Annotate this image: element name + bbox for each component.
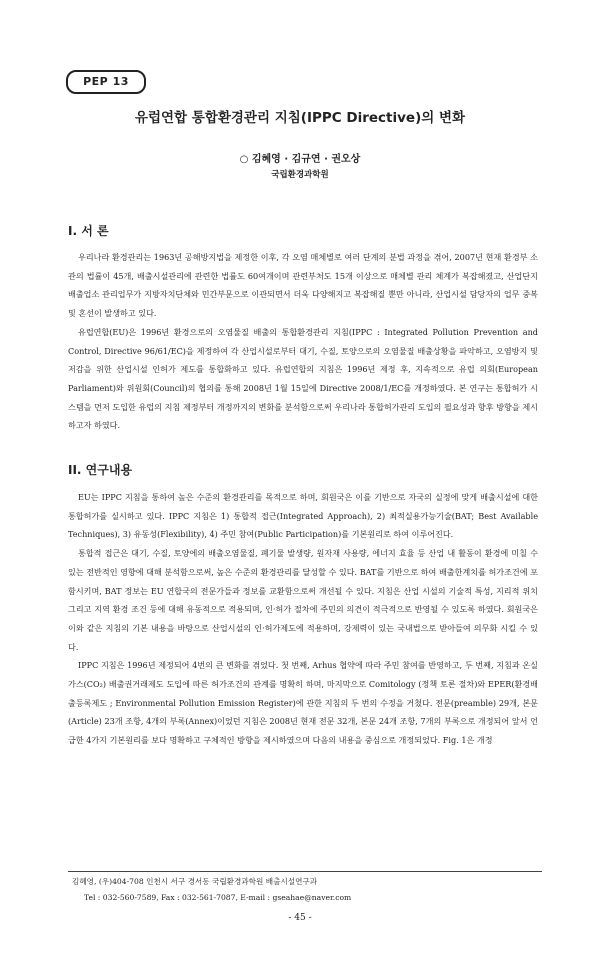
section-heading-research: II. 연구내용 bbox=[68, 463, 133, 477]
paper-title: 유럽연합 통합환경관리 지침(IPPC Directive)의 변화 bbox=[134, 110, 466, 126]
body-paragraph: EU는 IPPC 지침을 통하여 높은 수준의 환경관리를 목적으로 하며, 회원국은 이를 기반으로 자국의 실정에 맞게 배출시설에 대한 통합허가를 실시하고 있다. IPPC 지침은 1) 통합적 접근(Integrated Approach), 2) 최적실용가능기술(BAT; Best Available Techniques), 3) 유동성(Flexibility), 4) 주민 참여(Public Participation)를 기본원리로 하여 이루어진다. bbox=[68, 492, 538, 540]
author-list: ○ 김혜영 · 김규연 · 권오상 bbox=[239, 154, 361, 165]
body-paragraph: 유럽연합(EU)은 1996년 환경으로의 오염물질 배출의 통합환경관리 지침(IPPC : Integrated Pollution Prevention and Control, Directive 96/61/EC)을 제정하여 각 산업시설로부터 대기, 수질, 토양으로의 오염물질 배출상황을 파악하고, 오염방지 및 저감을 위한 산업시설 인허가 제도를 통합화하고 있다. 유럽연합의 지침은 1996년 제정 후, 지속적으로 유럽 의회(European Parliament)와 위원회(Council)의 협의를 통해 2008년 1월 15일에 Directive 2008/1/EC를 개정하였다. 본 연구는 통합허가 시스템을 먼저 도입한 유럽의 지침 제정부터 개정까지의 변화를 분석함으로써 우리나라 통합허가관리 도입의 필요성과 향후 방향을 제시하고자 하였다. bbox=[68, 326, 538, 431]
section-heading-introduction: I. 서 론 bbox=[68, 224, 109, 238]
footnote-divider bbox=[68, 871, 542, 872]
body-paragraph: 통합적 접근은 대기, 수질, 토양에의 배출오염물질, 폐기물 발생량, 원자재 사용량, 에너지 효율 등 산업 내 활동이 환경에 미칠 수 있는 전반적인 영향에 대해 분석함으로써, 높은 수준의 환경관리를 달성할 수 있다. BAT를 기반으로 하여 배출한계치를 허가조건에 포함시키며, BAT 정보는 EU 연합국의 전문가들과 정보를 교환함으로써 개선될 수 있다. 지침은 산업 시설의 기술적 특성, 지리적 위치 그리고 지역 환경 조건 등에 대해 유동적으로 적용되며, 인·허가 절차에 주민의 의견이 적극적으로 반영될 수 있도록 하였다. 회원국은 이와 같은 지침의 기본 내용을 바탕으로 산업시설의 인·허가제도에 적용하며, 강제력이 있는 국내법으로 받아들여 의무화 시킬 수 있다. bbox=[68, 548, 539, 652]
affiliation: 국립환경과학원 bbox=[271, 170, 329, 180]
footnote-address: 김혜영, (우)404-708 인천시 서구 경서동 국립환경과학원 배출시설연구과 bbox=[72, 877, 318, 886]
body-paragraph: 우리나라 환경관리는 1963년 공해방지법을 제정한 이후, 각 오염 매체별로 여러 단계의 분법 과정을 겪어, 2007년 현재 환경부 소관의 법률이 45개, 배출시설관리에 관련한 법률도 60여개이며 관련부처도 15개 이상으로 매체별 관리 체계가 복잡해졌고, 산업단지 배출업소 관리업무가 지방자치단체와 민간부문으로 이관되면서 더욱 다양해지고 복잡해질 뿐만 아니라, 산업시설 담당자의 업무 중복 및 혼선이 발생하고 있다. bbox=[68, 252, 538, 319]
page-number: - 45 - bbox=[288, 913, 312, 923]
body-paragraph: IPPC 지침은 1996년 제정되어 4번의 큰 변화를 겪었다. 첫 번째, Arhus 협약에 따라 주민 참여를 반영하고, 두 번째, 지침과 온실가스(CO₂) 배출권거래제도 도입에 따른 허가조건의 관계를 명확히 하며, 마지막으로 Comitology (정책 토론 절차)와 EPER(환경배출등록제도 ; Environmental Pollution Emission Register)에 관한 지침의 두 번의 수정을 거쳤다. 전문(preamble) 29개, 본문(Article) 23개 조항, 4개의 부록(Annex)이었던 지침은 2008년 현재 전문 32개, 본문 24개 조항, 7개의 부록으로 개정되어 앞서 언급한 4가지 기본원리를 보다 명확하고 구체적인 방향을 제시하였으며 다음의 내용을 중심으로 개정되었다. Fig. 1은 개정 bbox=[68, 660, 538, 746]
section-body-research bbox=[68, 488, 538, 750]
section-body-introduction bbox=[68, 248, 538, 435]
session-badge: PEP 13 bbox=[66, 70, 146, 94]
footnote bbox=[72, 874, 542, 905]
footnote-contact: Tel : 032-560-7589, Fax : 032-561-7087, E-mail : gseahae@naver.com bbox=[84, 892, 352, 902]
